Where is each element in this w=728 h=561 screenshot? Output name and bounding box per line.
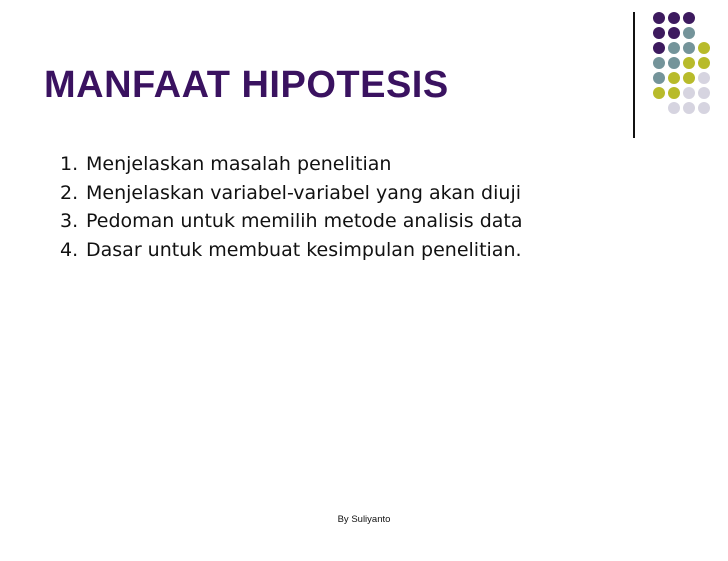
decorative-dot	[653, 72, 665, 84]
list-item-number: 2.	[60, 181, 79, 204]
list-item	[60, 207, 523, 236]
list-item-text: Pedoman untuk memilih metode analisis data	[86, 210, 523, 232]
decorative-dot	[653, 42, 665, 54]
decorative-dot	[668, 72, 680, 84]
decorative-dot	[698, 87, 710, 99]
decorative-dot	[653, 87, 665, 99]
list-item-number: 3.	[60, 210, 79, 232]
decorative-dot	[683, 87, 695, 99]
slide-footer: By Suliyanto	[337, 514, 391, 525]
slide-title: MANFAAT HIPOTESIS	[44, 64, 449, 106]
decorative-dot	[668, 12, 680, 24]
decorative-dot	[668, 102, 680, 114]
list-item-text: Menjelaskan masalah penelitian	[86, 153, 392, 175]
list-item	[60, 150, 523, 179]
list-item-number: 4.	[60, 238, 79, 261]
decorative-dot	[653, 27, 665, 39]
decorative-dot	[668, 42, 680, 54]
decorative-dot	[683, 12, 695, 24]
list-item-text: Dasar untuk membuat kesimpulan penelitian.	[86, 238, 522, 261]
decorative-dot	[668, 87, 680, 99]
decorative-dot	[683, 72, 695, 84]
decorative-dot	[683, 27, 695, 39]
list-item	[60, 236, 523, 265]
decorative-dot	[683, 42, 695, 54]
decorative-dot	[698, 102, 710, 114]
list-item	[60, 179, 523, 208]
decorative-dot	[698, 72, 710, 84]
decorative-dot	[653, 57, 665, 69]
list-item-text: Menjelaskan variabel-variabel yang akan diuji	[86, 181, 521, 204]
decorative-dot	[683, 57, 695, 69]
decorative-dot	[698, 42, 710, 54]
decorative-divider	[633, 12, 635, 138]
decorative-dot	[653, 12, 665, 24]
decorative-dot	[683, 102, 695, 114]
benefits-list	[60, 150, 523, 264]
decorative-dot	[668, 27, 680, 39]
decorative-dot	[668, 57, 680, 69]
list-item-number: 1.	[60, 153, 79, 175]
decorative-dot	[698, 57, 710, 69]
